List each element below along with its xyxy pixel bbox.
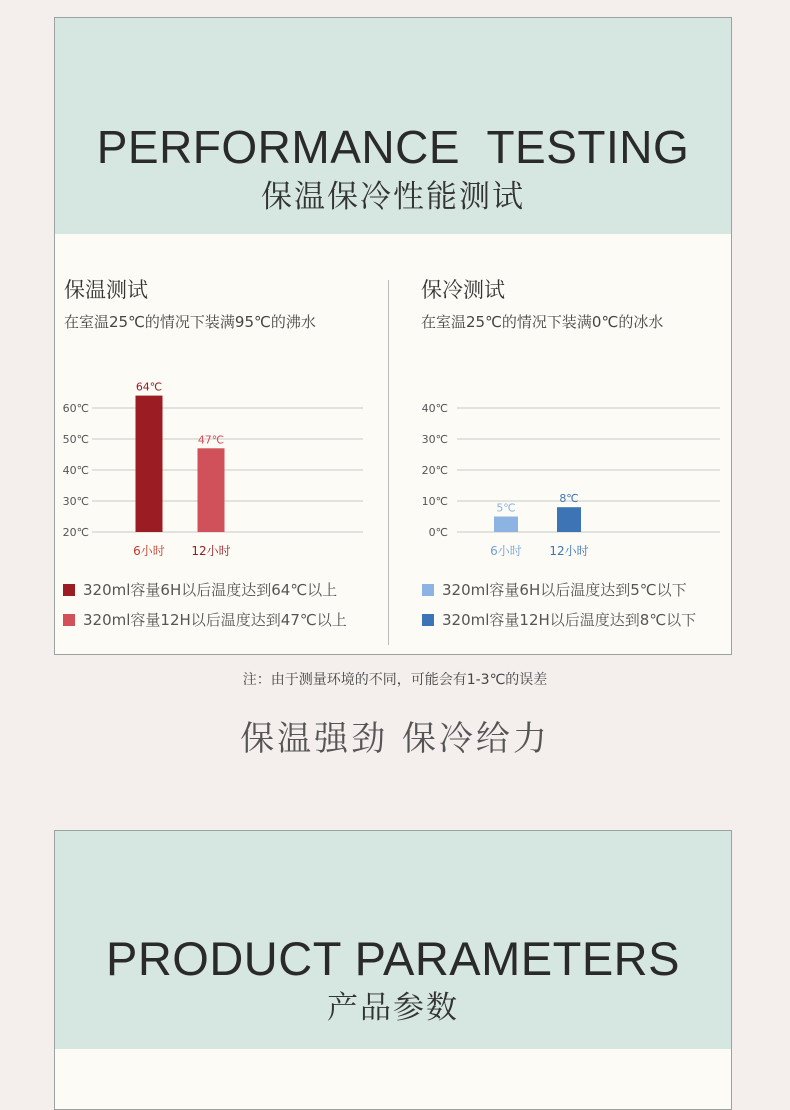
x-tick-label: 6小时 xyxy=(133,544,165,558)
panel-divider xyxy=(388,280,389,645)
cold-legend-swatch-12h xyxy=(422,614,434,626)
bar-6小时 xyxy=(494,517,518,533)
y-tick-label: 40℃ xyxy=(421,402,448,415)
cold-legend-label-6h: 320ml容量6H以后温度达到5℃以下 xyxy=(442,581,687,599)
x-tick-label: 12小时 xyxy=(191,544,231,558)
y-tick-label: 10℃ xyxy=(421,495,448,508)
performance-title-zh: 保温保冷性能测试 xyxy=(261,179,525,215)
warm-test-chart xyxy=(55,358,385,558)
warm-legend-item-6h xyxy=(63,579,337,600)
cold-test-chart xyxy=(400,358,730,558)
cold-test-description: 在室温25℃的情况下装满0℃的冰水 xyxy=(421,313,664,331)
y-tick-label: 50℃ xyxy=(62,433,89,446)
data-label: 5℃ xyxy=(496,501,516,515)
performance-card xyxy=(54,17,732,655)
bar-6小时 xyxy=(136,396,163,532)
parameters-card xyxy=(54,830,732,1110)
warm-test-panel xyxy=(55,18,375,654)
data-label: 64℃ xyxy=(135,380,163,394)
data-label: 47℃ xyxy=(197,433,225,447)
data-label: 8℃ xyxy=(559,492,579,506)
y-tick-label: 40℃ xyxy=(62,464,89,477)
y-tick-label: 60℃ xyxy=(62,402,89,415)
warm-test-title: 保温测试 xyxy=(64,278,148,302)
cold-legend-item-6h xyxy=(422,579,687,600)
y-tick-label: 20℃ xyxy=(62,526,89,539)
measurement-note: 注：由于测量环境的不同，可能会有1-3℃的误差 xyxy=(242,672,548,688)
y-tick-label: 30℃ xyxy=(62,495,89,508)
warm-legend-swatch-6h xyxy=(63,584,75,596)
performance-title-en: PERFORMANCE TESTING xyxy=(96,121,690,173)
cold-legend-label-12h: 320ml容量12H以后温度达到8℃以下 xyxy=(442,611,697,629)
warm-legend-label-6h: 320ml容量6H以后温度达到64℃以上 xyxy=(83,581,338,599)
cold-test-title: 保冷测试 xyxy=(421,278,505,302)
cold-legend-swatch-6h xyxy=(422,584,434,596)
bar-12小时 xyxy=(557,507,581,532)
cold-legend-item-12h xyxy=(422,609,696,630)
bar-12小时 xyxy=(198,448,225,532)
parameters-header xyxy=(55,831,731,1049)
y-tick-label: 20℃ xyxy=(421,464,448,477)
warm-test-description: 在室温25℃的情况下装满95℃的沸水 xyxy=(64,313,316,331)
slogan: 保温强劲 保冷给力 xyxy=(240,719,550,759)
cold-test-panel xyxy=(400,18,720,654)
warm-legend-item-12h xyxy=(63,609,347,630)
y-tick-label: 0℃ xyxy=(428,526,448,539)
parameters-title-zh: 产品参数 xyxy=(327,990,459,1026)
warm-legend-swatch-12h xyxy=(63,614,75,626)
y-tick-label: 30℃ xyxy=(421,433,448,446)
x-tick-label: 6小时 xyxy=(490,544,522,558)
parameters-title-en: PRODUCT PARAMETERS xyxy=(106,932,680,985)
x-tick-label: 12小时 xyxy=(549,544,589,558)
warm-legend-label-12h: 320ml容量12H以后温度达到47℃以上 xyxy=(83,611,347,629)
